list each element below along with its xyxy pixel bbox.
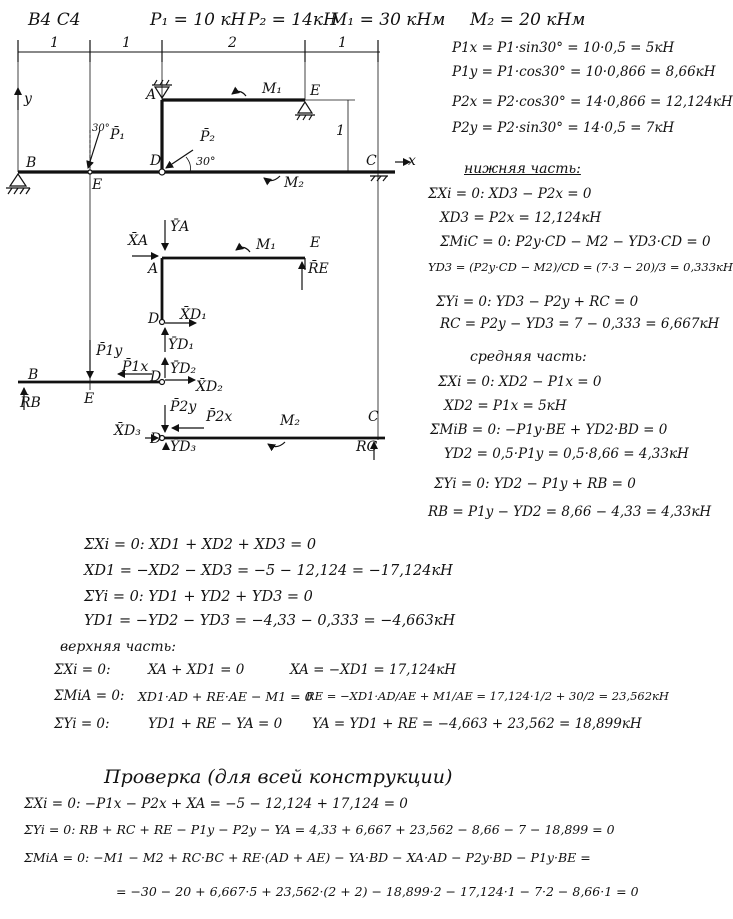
label-y-axis: y (24, 91, 32, 107)
moment-m1-value: M₁ = 30 кНм (330, 10, 446, 30)
force-p1-value: P₁ = 10 кН (150, 10, 246, 30)
support-E (295, 102, 315, 120)
component-p1y: P1y = P1·cos30° = 10·0,866 = 8,66кН (452, 64, 716, 80)
support-C (370, 176, 388, 181)
middle-eq-1: ΣXi = 0: XD2 − P1x = 0 (438, 374, 602, 390)
lower-eq-4: YD3 = (P2y·CD − M2)/CD = (7·3 − 20)/3 = 0,333кН (428, 260, 733, 274)
lower-eq-5: ΣYi = 0: YD3 − P2y + RC = 0 (436, 294, 639, 310)
label-B: B (26, 155, 37, 171)
label-D-middle: D (150, 369, 162, 385)
middle-eq-2: XD2 = P1x = 5кН (444, 398, 567, 414)
label-A-upper: A (148, 261, 159, 277)
check-eq-4: = −30 − 20 + 6,667·5 + 23,562·(2 + 2) − 18,899·2 − 17,124·1 − 7·2 − 8,66·1 = 0 (116, 884, 639, 899)
label-angle1: 30° (92, 123, 110, 134)
upper-row1-eq: XA + XD1 = 0 (148, 662, 245, 678)
dim-4: 1 (338, 35, 347, 51)
variant-label: В4 С4 (28, 10, 81, 30)
joint-eq-3: ΣYi = 0: YD1 + YD2 + YD3 = 0 (84, 589, 313, 605)
label-YD2: ȲD₂ (170, 361, 197, 377)
label-RB: R̄B (20, 395, 41, 411)
label-XD1: X̄D₁ (180, 307, 207, 323)
label-E-bottom: E (92, 177, 103, 193)
label-RC: R̄C (356, 439, 378, 455)
label-P2y: P̄2y (170, 399, 197, 415)
dim-2: 1 (122, 35, 131, 51)
upper-part-title: верхняя часть: (60, 639, 177, 655)
label-P1: P̄₁ (110, 127, 126, 143)
middle-eq-3: ΣMiB = 0: −P1y·BE + YD2·BD = 0 (430, 422, 668, 438)
label-YD3: ȲD₃ (170, 439, 197, 455)
label-M2: M₂ (284, 175, 304, 191)
component-p2y: P2y = P2·sin30° = 14·0,5 = 7кН (452, 120, 675, 136)
check-eq-1: ΣXi = 0: −P1x − P2x + XA = −5 − 12,124 + 17,124 = 0 (24, 796, 408, 812)
moment-M1-arrow (232, 91, 246, 96)
label-E-middle: E (84, 391, 95, 407)
upper-row3-eq: YD1 + RE − YA = 0 (148, 716, 283, 732)
label-D-lower: D (150, 431, 162, 447)
upper-row3-result: YA = YD1 + RE = −4,663 + 23,562 = 18,899кН (312, 716, 642, 732)
moment-M2-arrow (264, 176, 280, 181)
label-XA: X̄A (128, 233, 149, 249)
label-D-upper: D (148, 311, 160, 327)
label-E-upper: E (310, 235, 321, 251)
label-E: E (310, 83, 321, 99)
label-P1x: P̄1x (122, 359, 149, 375)
middle-eq-6: RB = P1y − YD2 = 8,66 − 4,33 = 4,33кН (428, 504, 712, 520)
dimension-line (18, 40, 380, 62)
label-D: D (150, 153, 162, 169)
lower-part-title: нижняя часть: (464, 161, 581, 177)
middle-part-title: средняя часть: (470, 349, 587, 365)
dim-1: 1 (50, 35, 59, 51)
component-p2x: P2x = P2·cos30° = 14·0,866 = 12,124кН (452, 94, 733, 110)
label-C-lower: C (368, 409, 379, 425)
label-A: A (146, 87, 157, 103)
middle-eq-5: ΣYi = 0: YD2 − P1y + RB = 0 (434, 476, 636, 492)
label-M2-lower: M₂ (280, 413, 300, 429)
label-YD1: ȲD₁ (168, 337, 195, 353)
upper-row3-label: ΣYi = 0: (54, 716, 110, 732)
label-P1y: P̄1y (96, 343, 123, 359)
label-P2: P̄₂ (200, 129, 216, 145)
dim-3: 2 (228, 35, 237, 51)
label-XD2: X̄D₂ (196, 379, 223, 395)
label-M1: M₁ (262, 81, 282, 97)
upper-row2-result: RE = −XD1·AD/AE + M1/AE = 17,124·1/2 + 30/2 = 23,562кН (306, 689, 669, 703)
label-B-middle: B (28, 367, 39, 383)
hinge-D (159, 169, 165, 175)
label-C: C (366, 153, 377, 169)
force-P2-arrow (166, 150, 193, 168)
lower-eq-1: ΣXi = 0: XD3 − P2x = 0 (428, 186, 592, 202)
moment-m2-value: M₂ = 20 кНм (470, 10, 586, 30)
lower-eq-6: RC = P2y − YD3 = 7 − 0,333 = 6,667кН (440, 316, 720, 332)
check-title: Проверка (для всей конструкции) (104, 766, 453, 788)
joint-eq-1: ΣXi = 0: XD1 + XD2 + XD3 = 0 (84, 537, 317, 553)
label-M1-upper: M₁ (256, 237, 276, 253)
component-p1x: P1x = P1·sin30° = 10·0,5 = 5кН (452, 40, 675, 56)
upper-row1-label: ΣXi = 0: (54, 662, 111, 678)
upper-free-body (132, 220, 305, 352)
check-eq-2: ΣYi = 0: RB + RC + RE − P1y − P2y − YA = 4,33 + 6,667 + 23,562 − 8,66 − 7 − 18,899 = 0 (24, 822, 615, 837)
lower-eq-3: ΣMiC = 0: P2y·CD − M2 − YD3·CD = 0 (440, 234, 711, 250)
upper-row2-label: ΣMiA = 0: (54, 688, 125, 704)
label-XD3: X̄D₃ (114, 423, 141, 439)
label-P2x: P̄2x (206, 409, 233, 425)
force-p2-value: P₂ = 14кН (248, 10, 338, 30)
upper-row2-eq: XD1·AD + RE·AE − M1 = 0 (138, 689, 313, 704)
middle-eq-4: YD2 = 0,5·P1y = 0,5·8,66 = 4,33кН (444, 446, 689, 462)
check-eq-3: ΣMiA = 0: −M1 − M2 + RC·BC + RE·(AD + AE) − YA·BD − XA·AD − P2y·BD − P1y·BE = (24, 850, 591, 865)
lower-eq-2: XD3 = P2x = 12,124кН (440, 210, 602, 226)
joint-eq-4: YD1 = −YD2 − YD3 = −4,33 − 0,333 = −4,663кН (84, 613, 456, 629)
upper-row1-result: XA = −XD1 = 17,124кН (290, 662, 457, 678)
label-angle2: 30° (196, 155, 216, 168)
label-x-axis: x (408, 153, 416, 169)
label-RE: R̄E (308, 261, 329, 277)
support-B (6, 174, 30, 194)
label-height: 1 (336, 123, 345, 139)
joint-eq-2: XD1 = −XD2 − XD3 = −5 − 12,124 = −17,124кН (84, 563, 453, 579)
label-YA: ȲA (170, 219, 190, 235)
